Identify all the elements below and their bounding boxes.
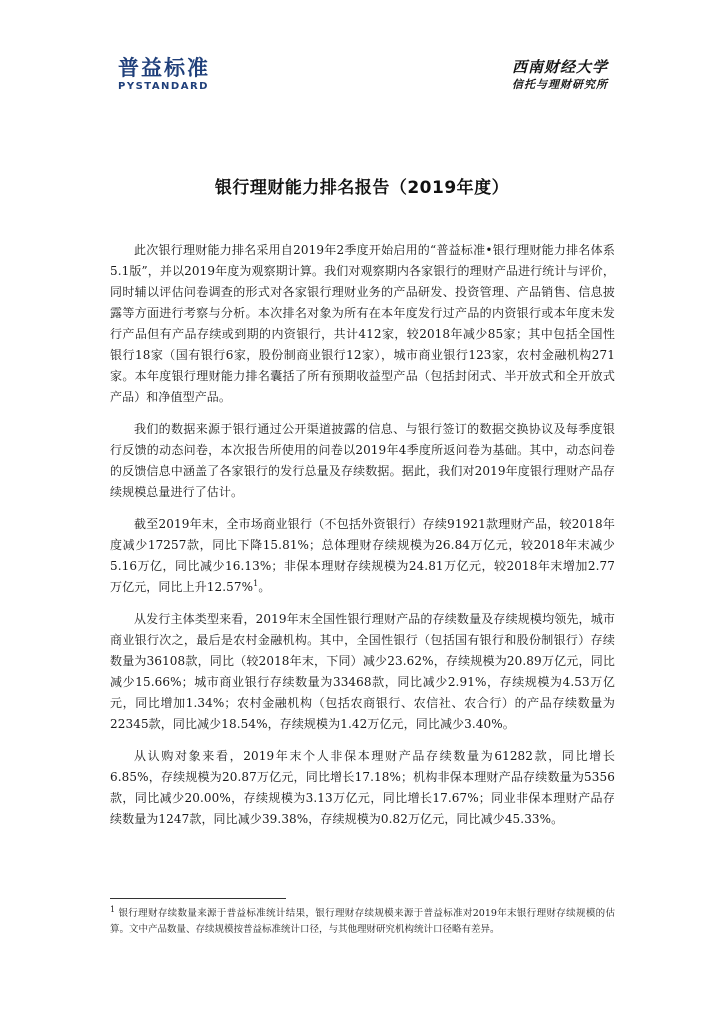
paragraph-4: 从发行主体类型来看，2019年末全国性银行理财产品的存续数量及存续规模均领先，城市商业银行次之，最后是农村金融机构。其中，全国性银行（包括国有银行和股份制银行）存续数量为36108款，同比（较2018年末，下同）减少23.62%，存续规模为20.89万亿元，同比减少15.66%；城市商业银行存续数量为33468款，同比减少2.91%，存续规模为4.53万亿元，同比增加1.34%；农村金融机构（包括农商银行、农信社、农合行）的产品存续数量为22345款，同比减少18.54%，存续规模为1.42万亿元，同比减少3.40%。 — [110, 612, 615, 731]
logo-en-text: PYSTANDARD — [118, 81, 209, 92]
footnote-divider — [110, 898, 286, 899]
logo-cn-text: 普益标准 — [118, 56, 210, 80]
university-name: 西南财经大学 — [511, 58, 608, 76]
paragraph-3: 截至2019年末，全市场商业银行（不包括外资银行）存续91921款理财产品，较2018年度减少17257款，同比下降15.81%；总体理财存续规模为26.84万亿元，较2018年末减少5.16万亿，同比减少16.13%；非保本理财存续规模为24.81万亿元，较2018年末增加2.77万亿元，同比上升12.57%$^1$。 — [110, 517, 615, 594]
footnote — [110, 906, 615, 938]
paragraph-5: 从认购对象来看，2019年末个人非保本理财产品存续数量为61282款，同比增长6.85%，存续规模为20.87万亿元，同比增长17.18%；机构非保本理财产品存续数量为5356款，同比减少20.00%，存续规模为3.13万亿元，同比增长17.67%；同业非保本理财产品存续数量为1247款，同比减少39.38%，存续规模为0.82万亿元，同比减少45.33%。 — [110, 749, 615, 826]
swufe-logo — [512, 58, 608, 92]
pystandard-logo — [118, 56, 210, 93]
footnote-text: 银行理财存续数量来源于普益标准统计结果，银行理财存续规模来源于普益标准对2019年末银行理财存续规模的估算。文中产品数量、存续规模按普益标准统计口径，与其他理财研究机构统计口径略有差异。 — [110, 908, 615, 935]
footnote-reference[interactable]: 1 — [253, 579, 259, 588]
paragraph-3-text: 截至2019年末，全市场商业银行（不包括外资银行）存续91921款理财产品，较2018年度减少17257款，同比下降15.81%；总体理财存续规模为26.84万亿元，较2018年末减少5.16万亿，同比减少16.13%；非保本理财存续规模为24.81万亿元，较2018年末增加2.77万亿元，同比上升12.57% — [110, 517, 615, 594]
report-body — [110, 240, 615, 841]
report-title: 银行理财能力排名报告（2019年度） — [214, 178, 510, 198]
footnote-marker: 1 — [110, 904, 116, 914]
institute-name: 信托与理财研究所 — [512, 78, 608, 91]
paragraph-2: 我们的数据来源于银行通过公开渠道披露的信息、与银行签订的数据交换协议及每季度银行反馈的动态问卷，本次报告所使用的问卷以2019年4季度所返问卷为基础。其中，动态问卷的反馈信息中涵盖了各家银行的发行总量及存续数据。据此，我们对2019年度银行理财产品存续规模总量进行了估计。 — [110, 422, 615, 499]
page-header — [0, 0, 724, 110]
paragraph-1: 此次银行理财能力排名采用自2019年2季度开始启用的“普益标准•银行理财能力排名体系5.1版”，并以2019年度为观察期计算。我们对观察期内各家银行的理财产品进行统计与评价，同时辅以评估问卷调查的形式对各家银行理财业务的产品研发、投资管理、产品销售、信息披露等方面进行考察与分析。本次排名对象为所有在本年度发行过产品的内资银行或本年度未发行产品但有产品存续或到期的内资银行，共计412家，较2018年减少85家；其中包括全国性银行18家（国有银行6家，股份制商业银行12家），城市商业银行123家，农村金融机构271家。本年度银行理财能力排名囊括了所有预期收益型产品（包括封闭式、半开放式和全开放式产品）和净值型产品。 — [110, 243, 615, 404]
